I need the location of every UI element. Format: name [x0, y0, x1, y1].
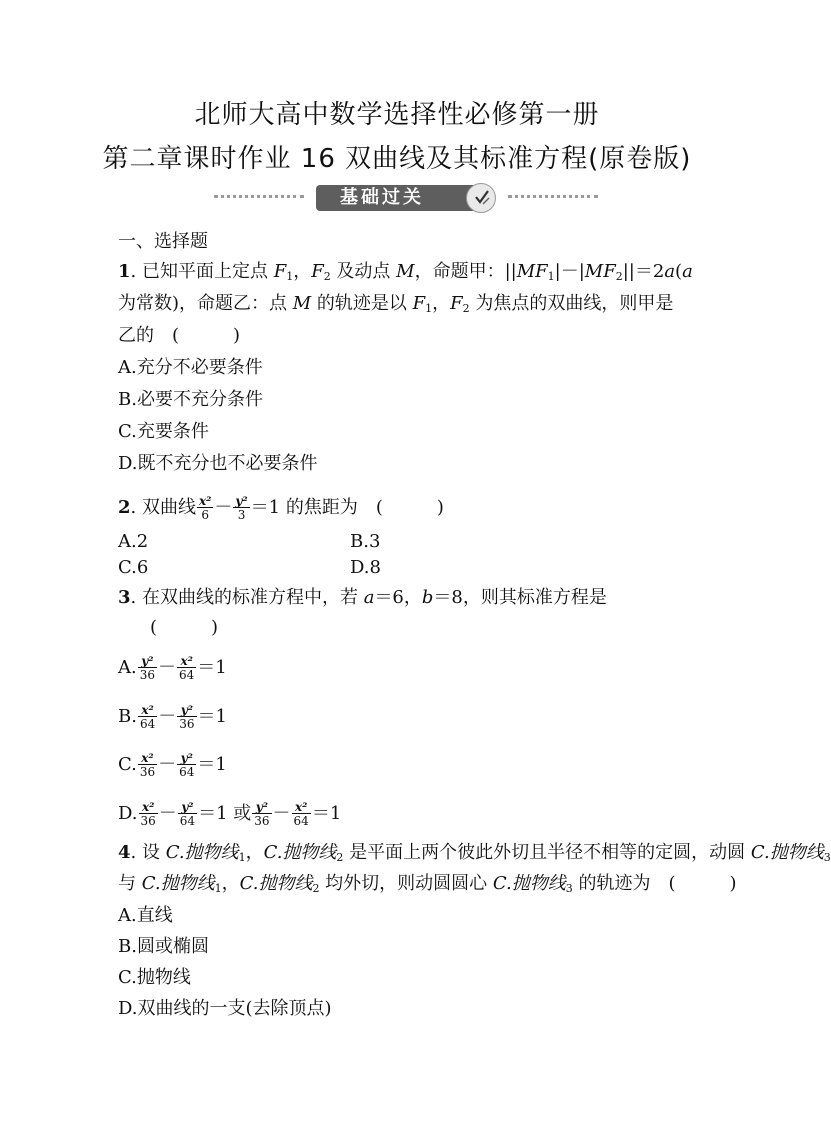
- q2-text: . 双曲线: [130, 497, 196, 518]
- sub: 1: [286, 270, 294, 283]
- fraction: [292, 801, 311, 827]
- denominator: 64: [179, 765, 195, 779]
- sub: 2: [462, 302, 470, 315]
- fraction: [139, 801, 158, 827]
- q2-text: ＝1 的焦距为 ( ): [250, 497, 444, 518]
- minus: －: [158, 657, 177, 678]
- q1-text: 的轨迹是以: [311, 293, 413, 314]
- q2-stem: [118, 488, 444, 528]
- sub: 2: [312, 882, 320, 895]
- numerator: y²: [235, 494, 248, 508]
- q4-option-c: C.抛物线: [118, 967, 191, 988]
- equals-one: ＝1: [197, 754, 227, 775]
- comma: ，: [245, 842, 264, 863]
- q4-text: 是平面上两个彼此外切且半径不相等的定圆，动圆: [343, 842, 751, 863]
- q1-text: 为常数)，命题乙：点: [118, 293, 293, 314]
- denominator: 64: [139, 717, 156, 731]
- option-letter: A.: [118, 657, 137, 678]
- q2-options-row2: [118, 556, 381, 580]
- q3-option-b: [118, 697, 227, 737]
- equals-one: ＝1: [311, 803, 342, 824]
- denominator: 36: [254, 814, 270, 828]
- numerator: y²: [178, 801, 197, 814]
- q4-option-d: D.双曲线的一支(去除顶点): [118, 998, 332, 1019]
- denominator: 36: [140, 814, 156, 828]
- q2-number: 2: [118, 497, 131, 518]
- fraction: [197, 495, 213, 521]
- option-letter: D.: [118, 803, 138, 824]
- numerator: x²: [198, 494, 212, 508]
- numerator: x²: [138, 704, 157, 717]
- var-C: C.抛物线: [141, 873, 215, 894]
- q4-text: 的轨迹为 ( ): [572, 873, 737, 894]
- q1-text: (: [675, 261, 683, 282]
- q3-text: ＝6，: [374, 587, 422, 608]
- numerator: y²: [138, 655, 157, 668]
- denominator: 3: [237, 508, 246, 522]
- equals-one: ＝1: [197, 657, 227, 678]
- fraction: [138, 752, 157, 778]
- banner-dots-right: [508, 195, 598, 202]
- q2-option-c: C.6: [118, 557, 149, 578]
- sub: 1: [214, 882, 222, 895]
- numerator: x²: [292, 801, 311, 814]
- var-MF: MF: [584, 261, 616, 282]
- q4-line2: [118, 872, 737, 901]
- fraction: [177, 704, 196, 730]
- numerator: x²: [138, 752, 157, 765]
- section-heading: 一、选择题: [118, 231, 208, 252]
- var-C: C.抛物线: [239, 873, 313, 894]
- q2-option-d: D.8: [350, 557, 381, 578]
- q4-option-b: B.圆或椭圆: [118, 936, 209, 957]
- var-MF: MF: [516, 261, 548, 282]
- q1-option-a: A.充分不必要条件: [118, 357, 263, 378]
- q3-option-d: [118, 794, 341, 834]
- option-letter: C.: [118, 754, 137, 775]
- var-F: F: [412, 293, 426, 314]
- denominator: 36: [139, 668, 156, 682]
- var-C: C.抛物线: [165, 842, 239, 863]
- q1-text: . 已知平面上定点: [130, 261, 274, 282]
- section-banner: [0, 183, 794, 213]
- denominator: 64: [179, 814, 196, 828]
- equals-one: ＝1: [197, 706, 227, 727]
- var-a: a: [664, 261, 676, 282]
- denominator: 6: [201, 508, 210, 522]
- minus: －: [158, 754, 177, 775]
- sub: 1: [238, 851, 246, 864]
- q3-text: . 在双曲线的标准方程中，若: [130, 587, 364, 608]
- q2-option-a: A.2: [118, 531, 149, 552]
- comma: ，: [432, 293, 451, 314]
- var-b: b: [421, 587, 434, 608]
- sub: 2: [323, 270, 331, 283]
- var-M: M: [396, 261, 415, 282]
- fraction: [177, 655, 196, 681]
- document-title: 北师大高中数学选择性必修第一册: [194, 100, 600, 130]
- fraction: [138, 655, 157, 681]
- q1-line1: [118, 260, 693, 289]
- pencil-check-icon: [466, 183, 496, 213]
- var-F: F: [273, 261, 287, 282]
- q4-text: 均外切，则动圆圆心: [319, 873, 493, 894]
- q4-number: 4: [118, 842, 131, 863]
- q1-line2: [118, 292, 673, 321]
- q1-option-b: B.必要不充分条件: [118, 389, 263, 410]
- denominator: 64: [179, 668, 195, 682]
- q1-number: 1: [118, 261, 131, 282]
- numerator: y²: [177, 752, 196, 765]
- q4-line1: [118, 841, 831, 870]
- q4-option-a: A.直线: [118, 905, 173, 926]
- banner-dots-left: [214, 195, 304, 202]
- sub: 2: [336, 851, 344, 864]
- q1-text: ||＝2: [622, 261, 665, 282]
- q3-option-c: [118, 745, 227, 785]
- fraction: [178, 801, 197, 827]
- q3-text: ＝8，则其标准方程是: [433, 587, 607, 608]
- q1-line3: 乙的 ( ): [118, 325, 241, 346]
- sub: 2: [615, 270, 623, 283]
- q3-option-a: [118, 648, 227, 688]
- var-M: M: [292, 293, 312, 314]
- var-a: a: [682, 261, 693, 282]
- minus: －: [272, 803, 291, 824]
- numerator: y²: [252, 801, 271, 814]
- numerator: x²: [177, 655, 196, 668]
- var-C: C.抛物线: [750, 842, 824, 863]
- fraction: [233, 495, 249, 521]
- q2-options-row1: [118, 530, 381, 554]
- numerator: y²: [177, 704, 196, 717]
- var-C: C.抛物线: [263, 842, 337, 863]
- equals-one: ＝1: [198, 803, 228, 824]
- sub: 1: [547, 270, 555, 283]
- var-F: F: [311, 261, 324, 282]
- q2-option-b: B.3: [350, 531, 381, 552]
- minus: －: [158, 706, 177, 727]
- denominator: 36: [179, 717, 195, 731]
- option-letter: B.: [118, 706, 137, 727]
- q1-option-c: C.充要条件: [118, 421, 209, 442]
- var-F: F: [450, 293, 463, 314]
- comma: ，: [293, 261, 312, 282]
- sub: 3: [565, 882, 573, 895]
- denominator: 36: [139, 765, 156, 779]
- q4-text: 与: [118, 873, 142, 894]
- numerator: x²: [139, 801, 158, 814]
- fraction: [177, 752, 196, 778]
- sub: 1: [425, 302, 433, 315]
- fraction: [138, 704, 157, 730]
- banner-label: 基础过关: [316, 185, 486, 211]
- minus: －: [158, 803, 177, 824]
- var-a: a: [363, 587, 375, 608]
- var-C: C.抛物线: [492, 873, 566, 894]
- q3-number: 3: [118, 587, 131, 608]
- comma: ，: [221, 873, 240, 894]
- q1-option-d: D.既不充分也不必要条件: [118, 453, 318, 474]
- sub: 3: [823, 851, 831, 864]
- minus: －: [214, 497, 233, 518]
- or-word: 或: [227, 803, 252, 824]
- q1-text: |－|: [554, 261, 585, 282]
- document-subtitle: 第二章课时作业 16 双曲线及其标准方程(原卷版): [102, 144, 692, 174]
- denominator: 64: [293, 814, 309, 828]
- q1-text: 及动点: [330, 261, 397, 282]
- q4-text: . 设: [130, 842, 166, 863]
- q1-text: ，命题甲：||: [414, 261, 517, 282]
- q3-line2: ( ): [150, 617, 219, 638]
- q3-line1: [118, 586, 607, 610]
- q1-text: 为焦点的双曲线，则甲是: [469, 293, 674, 314]
- fraction: [252, 801, 271, 827]
